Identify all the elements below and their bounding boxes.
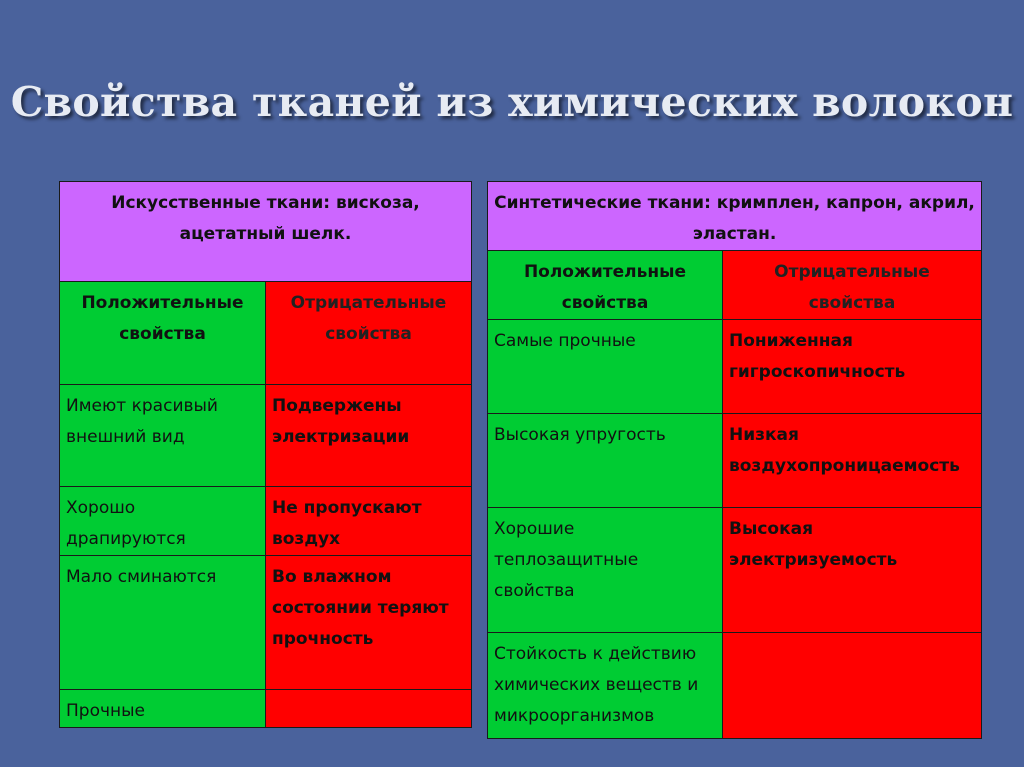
positive-cell: Самые прочные xyxy=(488,320,723,414)
negative-cell: Пониженная гигроскопичность xyxy=(723,320,982,414)
positive-cell: Имеют красивый внешний вид xyxy=(60,385,266,487)
negative-cell: Низкая воздухопроницаемость xyxy=(723,414,982,508)
negative-cell: Не пропускают воздух xyxy=(266,487,472,556)
negative-properties-header: Отрицательные свойства xyxy=(266,282,472,385)
slide-title: Свойства тканей из химических волокон xyxy=(10,78,1014,126)
negative-cell: Подвержены электризации xyxy=(266,385,472,487)
negative-cell: Высокая электризуемость xyxy=(723,508,982,633)
negative-properties-header: Отрицательные свойства xyxy=(723,251,982,320)
positive-cell: Мало сминаются xyxy=(60,556,266,690)
positive-cell: Хорошие теплозащитные свойства xyxy=(488,508,723,633)
positive-cell: Прочные xyxy=(60,690,266,728)
negative-cell xyxy=(266,690,472,728)
positive-cell: Высокая упругость xyxy=(488,414,723,508)
table-header: Искусственные ткани: вискоза, ацетатный шелк. xyxy=(60,182,472,282)
table-header: Синтетические ткани: кримплен, капрон, акрил, эластан. xyxy=(488,182,982,251)
synthetic-fabrics-table xyxy=(487,181,982,739)
positive-properties-header: Положительные свойства xyxy=(488,251,723,320)
positive-cell: Хорошо драпируются xyxy=(60,487,266,556)
positive-cell: Стойкость к действию химических веществ и микроорганизмов xyxy=(488,633,723,739)
negative-cell xyxy=(723,633,982,739)
negative-cell: Во влажном состоянии теряют прочность xyxy=(266,556,472,690)
positive-properties-header: Положительные свойства xyxy=(60,282,266,385)
artificial-fabrics-table xyxy=(59,181,472,728)
